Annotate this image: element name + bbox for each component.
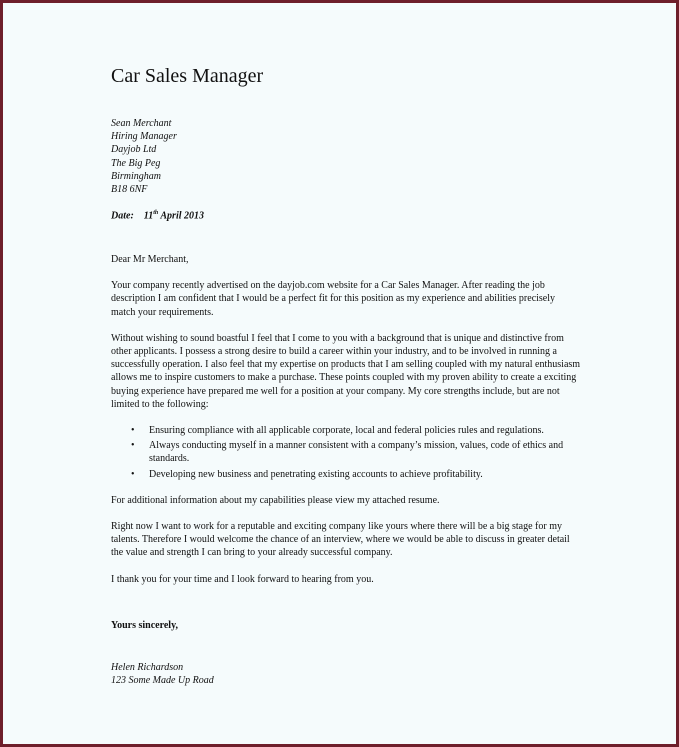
signer-address: 123 Some Made Up Road xyxy=(111,675,214,687)
recipient-name: Sean Merchant xyxy=(111,118,172,129)
recipient-company: Dayjob Ltd xyxy=(111,144,157,156)
letter-date xyxy=(111,210,204,221)
date-day: 11 xyxy=(143,210,154,222)
paragraph-background: Without wishing to sound boastful I feel that I come to you with a background that is unique and distinctive from other applicants. I possess a strong desire to build a career within your industry, and to be involved in running a successfully operation. I also feel that my expertise on products that I am selling coupled with my natural enthusiasm allows me to inspire customers to make a purchase. These points coupled with my proven ability to create a exciting buying experience have prepared me well for a position at your company. My core strengths include, but are not limited to the following: xyxy=(111,332,581,410)
paragraph-intro: Your company recently advertised on the dayjob.com website for a Car Sales Manager. After reading the job description I am confident that I would be a perfect fit for this position as my experience and abilities precisely match your requirements. xyxy=(111,280,556,318)
paragraph-interview: Right now I want to work for a reputable and exciting company like yours where there will be a big stage for my talents. Therefore I would welcome the chance of an interview, where we would be able to discuss in greater detail the value and strength I can bring to your already successful company. xyxy=(111,521,570,559)
strengths-list xyxy=(111,424,581,481)
signature-block xyxy=(111,661,214,687)
recipient-position: Hiring Manager xyxy=(111,131,177,143)
list-item: • Always conducting myself in a manner consistent with a company’s mission, values, code of ethics and standards. xyxy=(149,439,581,465)
list-item: • Developing new business and penetrating existing accounts to achieve profitability. xyxy=(149,468,581,481)
date-rest: April 2013 xyxy=(160,210,205,222)
recipient-city: Birmingham xyxy=(111,170,161,182)
date-suffix: th xyxy=(153,210,159,216)
list-item: • Ensuring compliance with all applicable corporate, local and federal policies rules and regulations. xyxy=(149,424,581,437)
paragraph-resume: For additional information about my capabilities please view my attached resume. xyxy=(111,494,440,506)
paragraph-thanks: I thank you for your time and I look forward to hearing from you. xyxy=(111,573,374,585)
date-label: Date: xyxy=(111,210,134,222)
recipient-postcode: B18 6NF xyxy=(111,184,148,196)
recipient-address xyxy=(111,117,177,196)
letter-title: Car Sales Manager xyxy=(111,65,264,87)
signer-name: Helen Richardson xyxy=(111,662,184,673)
closing: Yours sincerely, xyxy=(111,620,179,631)
letter-body xyxy=(111,253,581,599)
recipient-street: The Big Peg xyxy=(111,157,161,169)
salutation: Dear Mr Merchant, xyxy=(111,254,189,265)
